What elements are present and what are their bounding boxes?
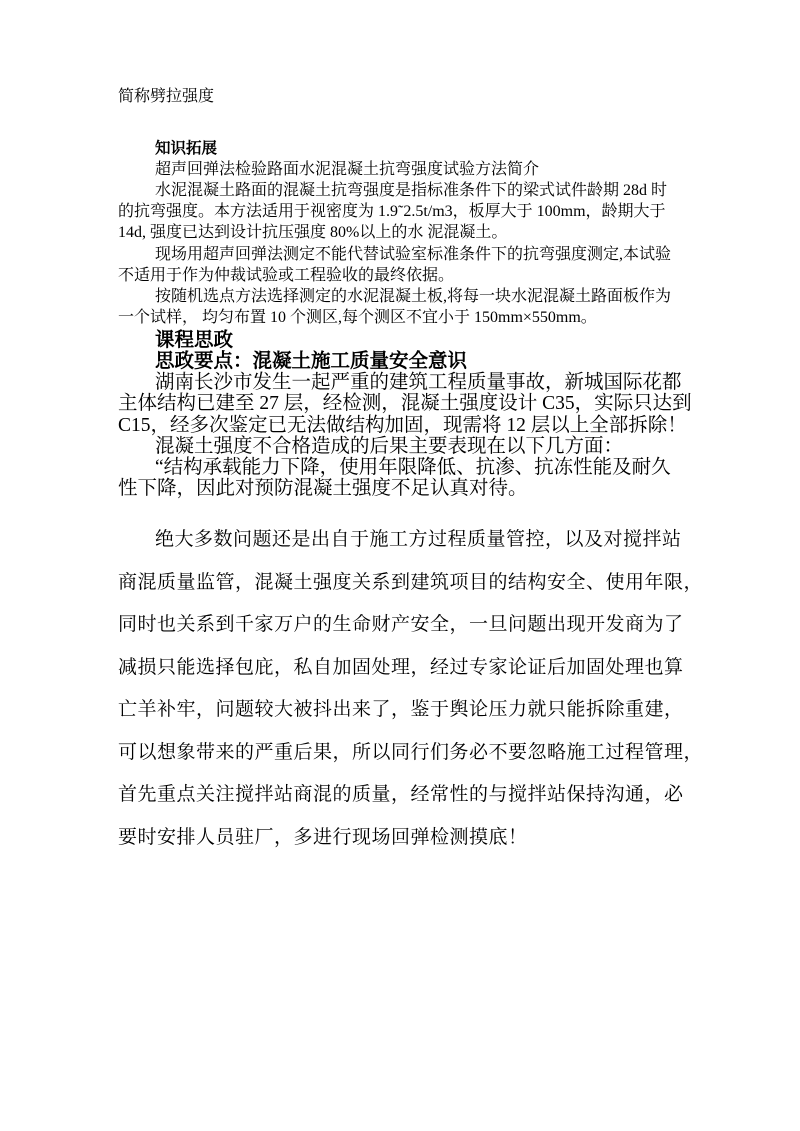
- text-line: 超声回弹法检验路面水泥混凝土抗弯强度试验方法简介: [155, 161, 540, 178]
- text-line: 思政要点：混凝土施工质量安全意识: [155, 351, 468, 372]
- text-line: 混凝土强度不合格造成的后果主要表现在以下几方面：: [155, 436, 624, 457]
- text-line: 的抗弯强度。本方法适用于视密度为 1.9˜2.5t/m3，板厚大于 100mm，龄期大于: [118, 203, 666, 220]
- text-line: C15，经多次鉴定已无法做结构加固，现需将 12 层以上全部拆除！: [118, 415, 687, 436]
- text-line: 知识拓展: [155, 140, 218, 157]
- text-line: 一个试样， 均匀布置 10 个测区,每个测区不宜小于 150mm×550mm。: [118, 309, 597, 326]
- text-line: 14d, 强度已达到设计抗压强度 80%以上的水 泥混凝土。: [118, 224, 508, 241]
- text-line: 现场用超声回弹法测定不能代替试验室标准条件下的抗弯强度测定,本试验: [155, 246, 672, 263]
- text-line: 要时安排人员驻厂，多进行现场回弹检测摸底！: [118, 827, 528, 848]
- text-line: 水泥混凝土路面的混凝土抗弯强度是指标准条件下的梁式试件龄期 28d 时: [155, 182, 668, 199]
- text-line: 课程思政: [155, 330, 234, 351]
- text-line: 可以想象带来的严重后果，所以同行们务必不要忽略施工过程管理，: [118, 742, 704, 763]
- text-line: 不适用于作为仲裁试验或工程验收的最终依据。: [118, 267, 455, 284]
- text-line: 绝大多数问题还是出自于施工方过程质量管控，以及对搅拌站: [155, 529, 682, 550]
- text-line: 湖南长沙市发生一起严重的建筑工程质量事故，新城国际花都: [155, 372, 682, 393]
- text-line: 商混质量监管，混凝土强度关系到建筑项目的结构安全、使用年限，: [118, 572, 704, 593]
- text-line: 性下降，因此对预防混凝土强度不足认真对待。: [118, 478, 528, 499]
- text-line: 按随机选点方法选择测定的水泥混凝土板,将每一块水泥混凝土路面板作为: [155, 288, 672, 305]
- text-line: 主体结构已建至 27 层，经检测，混凝土强度设计 C35，实际只达到: [118, 393, 692, 414]
- text-line: 亡羊补牢，问题较大被抖出来了，鉴于舆论压力就只能拆除重建，: [118, 699, 684, 720]
- text-line: 简称劈拉强度: [118, 88, 215, 105]
- text-line: 减损只能选择包庇，私自加固处理，经过专家论证后加固处理也算: [118, 657, 684, 678]
- text-line: 首先重点关注搅拌站商混的质量，经常性的与搅拌站保持沟通，必: [118, 784, 684, 805]
- text-line: 同时也关系到千家万户的生命财产安全，一旦问题出现开发商为了: [118, 614, 684, 635]
- text-line: “结构承载能力下降，使用年限降低、抗渗、抗冻性能及耐久: [155, 457, 671, 478]
